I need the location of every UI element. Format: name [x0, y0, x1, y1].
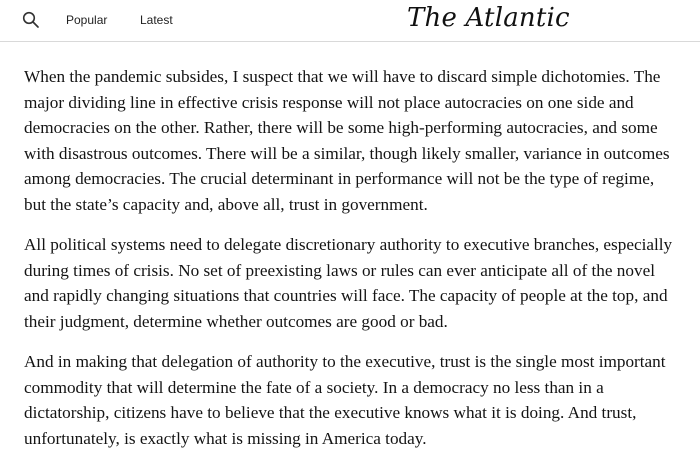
article-paragraph: And in making that delegation of authority to the executive, trust is the single most important commodity that will determine the fate of a society. In a democracy no less than in a dictatorship, citizens have to believe that the executive knows what it is doing. And trust, unfortunately, is exactly what is missing in America today. — [24, 352, 666, 448]
search-icon — [22, 11, 40, 29]
site-logo[interactable]: The Atlantic — [407, 3, 570, 33]
article-paragraph: All political systems need to delegate discretionary authority to executive branches, especially during times of crisis. No set of preexisting laws or rules can ever anticipate all of the novel and rapidly changing situations that countries will face. The capacity of people at the top, and their judgment, determine whether outcomes are good or bad. — [24, 235, 673, 331]
article-paragraph: When the pandemic subsides, I suspect that we will have to discard simple dichotomies. The major dividing line in effective crisis response will not place autocracies on one side and democracies on the other. Rather, there will be some high-performing autocracies, and some with disastrous outcomes. There will be a similar, though likely smaller, variance in outcomes among democracies. The crucial determinant in performance will not be the type of regime, but the state’s capacity and, above all, trust in government. — [24, 67, 670, 214]
nav-link-popular[interactable]: Popular — [66, 13, 108, 27]
article-body — [24, 64, 674, 451]
nav-link-latest[interactable]: Latest — [140, 13, 173, 27]
site-header — [0, 0, 700, 42]
search-button[interactable] — [22, 11, 40, 29]
